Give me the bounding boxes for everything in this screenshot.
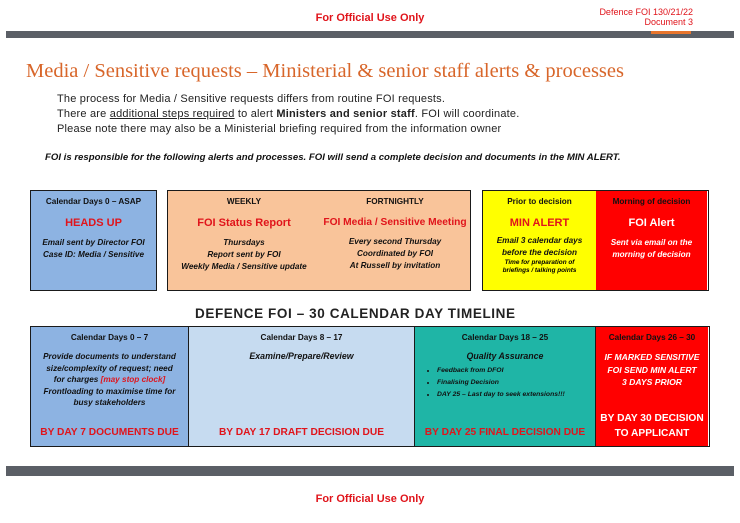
intro-line-3: Please note there may also be a Ministerial briefing required from the information owner xyxy=(57,123,502,135)
intro-line-1: The process for Media / Sensitive requests differs from routine FOI requests. xyxy=(57,93,446,105)
stage-3-bullet: • DAY 25 – Last day to seek extensions!!! xyxy=(437,389,595,401)
stage-4-due xyxy=(596,411,708,441)
min-alert-cell xyxy=(483,191,596,290)
intro-line-2-b: to alert xyxy=(234,108,277,120)
foi-alert-cell xyxy=(596,191,707,290)
foi-alert-line-2: morning of decision xyxy=(612,250,691,259)
heads-up-header: Calendar Days 0 – ASAP xyxy=(45,197,142,206)
stage-3-header: Calendar Days 18 – 25 xyxy=(461,333,549,342)
fortnightly-body xyxy=(320,236,470,272)
weekly-header: WEEKLY xyxy=(226,197,262,206)
foi-reference: Defence FOI 130/21/22 xyxy=(599,7,693,17)
heads-up-body xyxy=(31,237,156,261)
intro-line-2 xyxy=(57,107,519,122)
stage-4-body xyxy=(596,351,708,389)
timeline-box xyxy=(30,326,710,447)
min-alert-note-1: Time for preparation of xyxy=(504,259,575,266)
stage-3-due: BY DAY 25 FINAL DECISION DUE xyxy=(424,427,586,438)
min-alert-line-2: before the decision xyxy=(501,248,578,257)
fortnightly-line-3: At Russell by invitation xyxy=(349,261,441,270)
stage-1-due: BY DAY 7 DOCUMENTS DUE xyxy=(40,427,179,438)
heads-up-box xyxy=(30,190,157,291)
min-alert-note xyxy=(483,259,596,275)
stage-3-bullet: • Finalising Decision xyxy=(437,377,595,389)
stage-1-header: Calendar Days 0 – 7 xyxy=(70,333,149,342)
top-divider xyxy=(6,31,734,38)
foi-alert-title: FOI Alert xyxy=(628,217,675,229)
foi-alert-header: Morning of decision xyxy=(612,197,691,206)
stage-4-header: Calendar Days 26 – 30 xyxy=(608,333,696,342)
min-alert-line-1: Email 3 calendar days xyxy=(496,236,583,245)
stage-3-bullet: • Feedback from DFOI xyxy=(437,365,595,377)
stage-2-due: BY DAY 17 DRAFT DECISION DUE xyxy=(218,427,385,438)
stage-1-line-2: size/complexity of request; need xyxy=(46,363,173,373)
weekly-line-3: Weekly Media / Sensitive update xyxy=(181,262,307,271)
stage-days-18-25 xyxy=(415,327,596,446)
stage-days-8-17 xyxy=(189,327,415,446)
min-foi-alert-box xyxy=(482,190,709,291)
page-title: Media / Sensitive requests – Ministerial & senior staff alerts & processes xyxy=(26,60,624,82)
stage-1-line-4: Frontloading to maximise time for xyxy=(43,386,176,396)
heads-up-line-2: Case ID: Media / Sensitive xyxy=(42,250,145,259)
stage-4-line-2: FOI SEND MIN ALERT xyxy=(607,364,697,375)
stage-1-line-3 xyxy=(31,374,188,386)
stage-1-body xyxy=(31,351,188,409)
stage-4-line-3: 3 DAYS PRIOR xyxy=(621,377,682,387)
responsibility-statement: FOI is responsible for the following alerts and processes. FOI will send a complete decision and documents in the MIN ALERT. xyxy=(45,152,621,163)
stage-3-bullets xyxy=(415,365,595,401)
stage-1-line-1: Provide documents to understand xyxy=(43,352,176,361)
foi-alert-line-1: Sent via email on the xyxy=(610,238,693,247)
stage-2-body: Examine/Prepare/Review xyxy=(249,351,354,361)
weekly-title: FOI Status Report xyxy=(197,217,291,229)
fortnightly-line-2: Coordinated by FOI xyxy=(357,249,433,258)
stage-1-line-3-a: for charges xyxy=(53,375,101,384)
document-reference xyxy=(599,7,693,27)
intro-line-2-bold: Ministers and senior staff xyxy=(276,108,415,120)
timeline-title: DEFENCE FOI – 30 CALENDAR DAY TIMELINE xyxy=(195,306,516,321)
weekly-line-2: Report sent by FOI xyxy=(207,250,281,259)
stage-4-due-line-1: BY DAY 30 DECISION xyxy=(600,413,704,424)
heads-up-line-1: Email sent by Director FOI xyxy=(42,238,145,247)
fortnightly-title: FOI Media / Sensitive Meeting xyxy=(323,217,467,228)
stage-1-stop-clock: [may stop clock] xyxy=(100,375,166,384)
intro-line-2-c: . FOI will coordinate. xyxy=(414,108,520,120)
stage-4-due-line-2: TO APPLICANT xyxy=(614,428,690,439)
foi-alert-body xyxy=(596,237,707,261)
fortnightly-header: FORTNIGHTLY xyxy=(366,197,424,206)
min-alert-header: Prior to decision xyxy=(507,197,572,206)
min-alert-body xyxy=(483,235,596,259)
intro-line-2-underlined: additional steps required xyxy=(109,108,235,120)
intro-text xyxy=(57,92,519,137)
fortnightly-line-1: Every second Thursday xyxy=(348,237,442,246)
status-meeting-box xyxy=(167,190,471,291)
official-use-bottom: For Official Use Only xyxy=(315,493,425,505)
stage-2-header: Calendar Days 8 – 17 xyxy=(260,333,343,342)
official-use-top: For Official Use Only xyxy=(315,12,425,24)
weekly-body xyxy=(168,237,320,273)
weekly-cell xyxy=(168,191,320,290)
stage-1-line-5: busy stakeholders xyxy=(73,398,146,407)
bottom-divider xyxy=(6,466,734,476)
top-divider-accent xyxy=(651,31,691,34)
weekly-line-1: Thursdays xyxy=(223,238,265,247)
heads-up-title: HEADS UP xyxy=(65,217,122,229)
document-number: Document 3 xyxy=(644,17,693,27)
min-alert-title: MIN ALERT xyxy=(509,217,570,229)
min-alert-note-2: briefings / talking points xyxy=(502,267,577,274)
stage-days-0-7 xyxy=(31,327,189,446)
stage-3-body: Quality Assurance xyxy=(466,351,544,361)
stage-4-line-1: IF MARKED SENSITIVE xyxy=(604,352,700,362)
fortnightly-cell xyxy=(320,191,470,290)
intro-line-2-a: There are xyxy=(57,108,110,120)
stage-days-26-30 xyxy=(596,327,708,446)
